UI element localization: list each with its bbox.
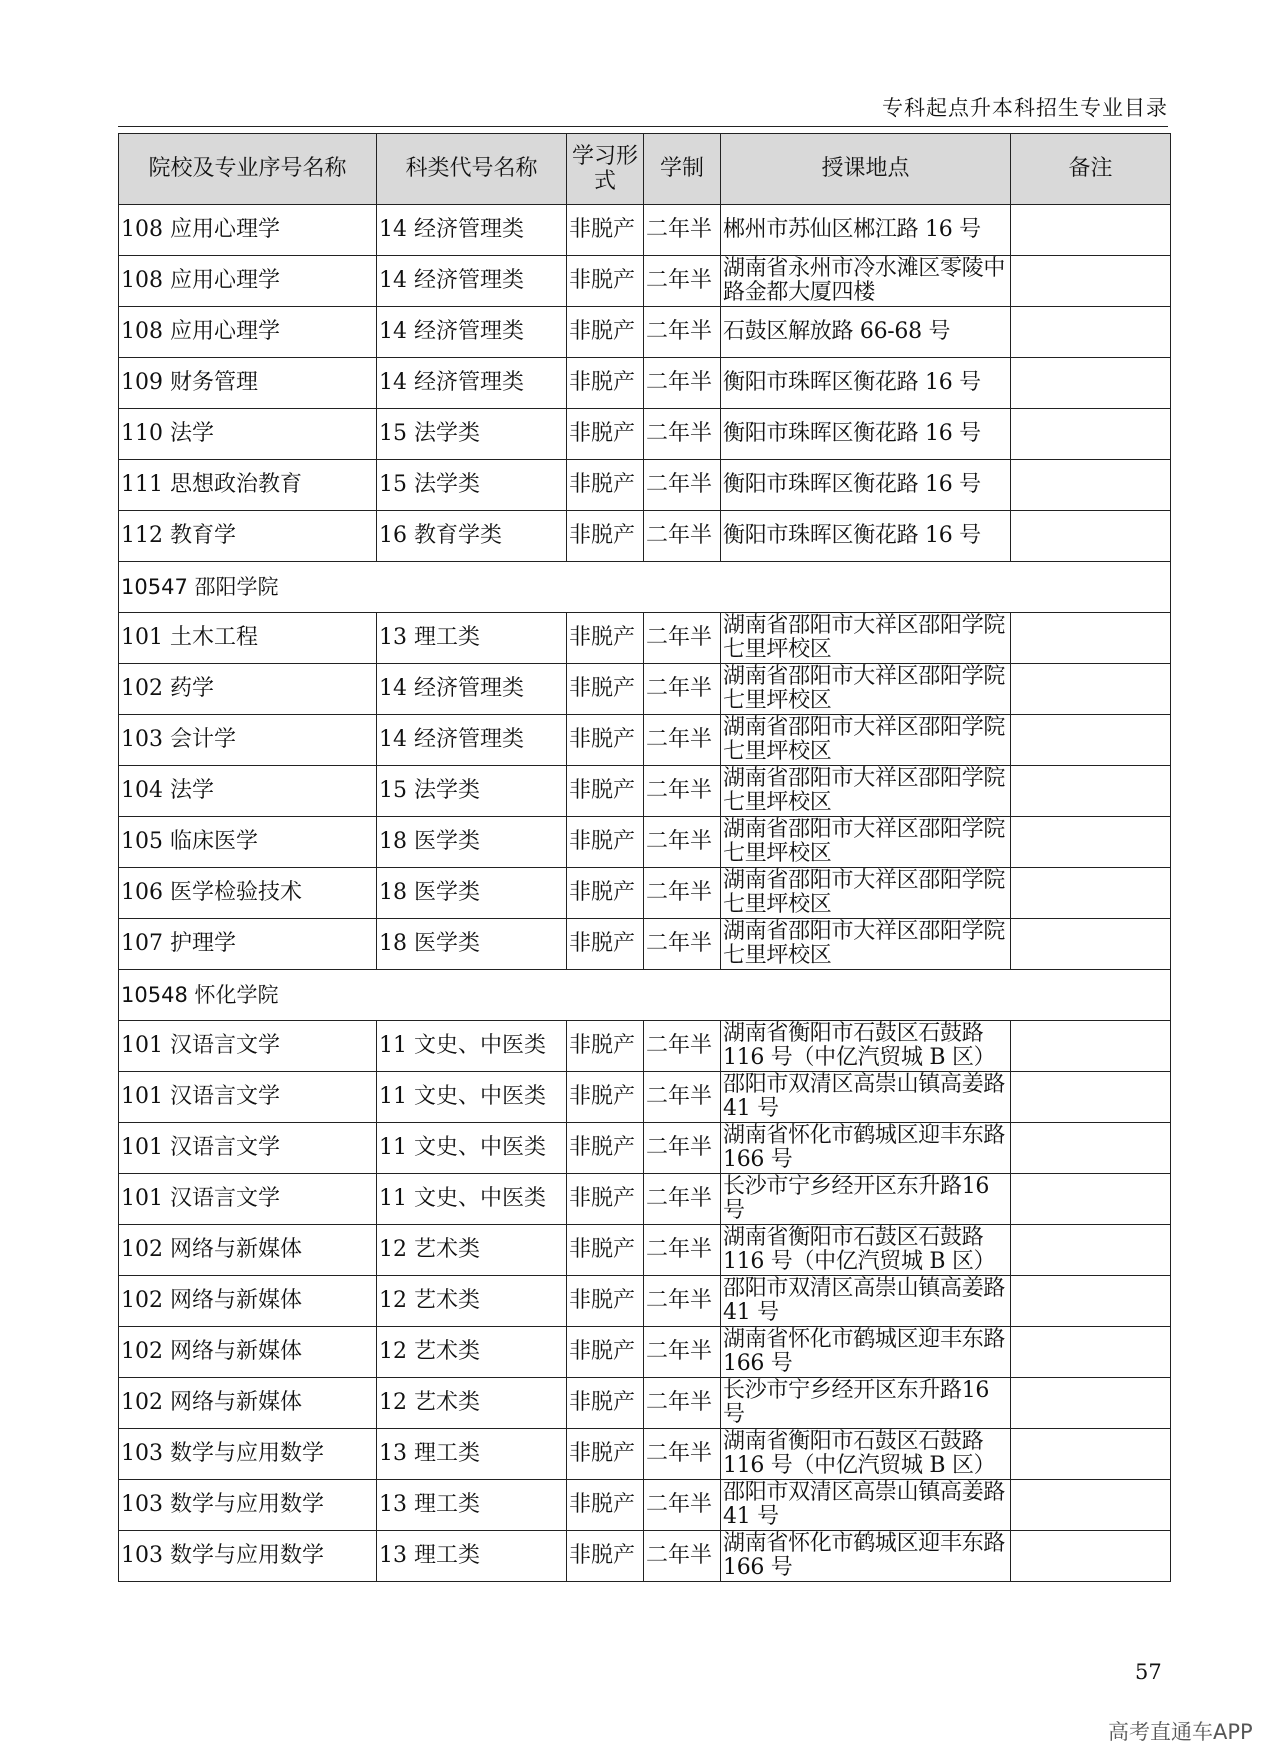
- cell-study-form: 非脱产: [567, 868, 644, 919]
- cell-location: 湖南省邵阳市大祥区邵阳学院七里坪校区: [721, 715, 1011, 766]
- cell-study-form: 非脱产: [567, 1327, 644, 1378]
- table-row: [119, 1327, 1171, 1378]
- cell-major: 102 网络与新媒体: [119, 1225, 377, 1276]
- cell-category: 14 经济管理类: [377, 307, 567, 358]
- cell-major: 106 医学检验技术: [119, 868, 377, 919]
- cell-location: 衡阳市珠晖区衡花路 16 号: [721, 409, 1011, 460]
- cell-study-form: 非脱产: [567, 1123, 644, 1174]
- table-row: [119, 1531, 1171, 1582]
- cell-location: 湖南省邵阳市大祥区邵阳学院七里坪校区: [721, 664, 1011, 715]
- cell-note: [1011, 1276, 1171, 1327]
- cell-duration: 二年半: [644, 1429, 721, 1480]
- cell-duration: 二年半: [644, 1531, 721, 1582]
- section-title: 10547 邵阳学院: [119, 562, 1171, 613]
- table-row: [119, 358, 1171, 409]
- cell-note: [1011, 664, 1171, 715]
- cell-location: 湖南省邵阳市大祥区邵阳学院七里坪校区: [721, 817, 1011, 868]
- cell-category: 18 医学类: [377, 919, 567, 970]
- cell-major: 101 汉语言文学: [119, 1072, 377, 1123]
- cell-note: [1011, 1429, 1171, 1480]
- watermark: 高考直通车APP: [1108, 1720, 1253, 1744]
- cell-major: 101 汉语言文学: [119, 1021, 377, 1072]
- cell-location: 湖南省衡阳市石鼓区石鼓路 116 号（中亿汽贸城 B 区）: [721, 1225, 1011, 1276]
- cell-duration: 二年半: [644, 358, 721, 409]
- cell-note: [1011, 613, 1171, 664]
- cell-category: 15 法学类: [377, 409, 567, 460]
- cell-major: 103 会计学: [119, 715, 377, 766]
- table-row: [119, 460, 1171, 511]
- cell-location: 湖南省怀化市鹤城区迎丰东路 166 号: [721, 1327, 1011, 1378]
- cell-note: [1011, 1531, 1171, 1582]
- table-row: [119, 817, 1171, 868]
- cell-duration: 二年半: [644, 1072, 721, 1123]
- cell-note: [1011, 1072, 1171, 1123]
- cell-location: 长沙市宁乡经开区东升路16号: [721, 1378, 1011, 1429]
- cell-duration: 二年半: [644, 460, 721, 511]
- cell-category: 11 文史、中医类: [377, 1174, 567, 1225]
- cell-duration: 二年半: [644, 1174, 721, 1225]
- table-row: [119, 1174, 1171, 1225]
- cell-location: 衡阳市珠晖区衡花路 16 号: [721, 460, 1011, 511]
- cell-major: 102 网络与新媒体: [119, 1378, 377, 1429]
- column-header-study-form: 学习形式: [567, 134, 644, 205]
- cell-category: 18 医学类: [377, 817, 567, 868]
- cell-major: 110 法学: [119, 409, 377, 460]
- table-header: [119, 134, 1171, 205]
- table-row: [119, 1123, 1171, 1174]
- cell-category: 13 理工类: [377, 1480, 567, 1531]
- cell-study-form: 非脱产: [567, 307, 644, 358]
- cell-duration: 二年半: [644, 1378, 721, 1429]
- cell-category: 14 经济管理类: [377, 358, 567, 409]
- table-row: [119, 664, 1171, 715]
- cell-note: [1011, 511, 1171, 562]
- table-row: [119, 613, 1171, 664]
- cell-location: 邵阳市双清区高崇山镇高姜路 41 号: [721, 1072, 1011, 1123]
- cell-category: 15 法学类: [377, 460, 567, 511]
- column-header-duration: 学制: [644, 134, 721, 205]
- page-number: 57: [1135, 1660, 1162, 1684]
- cell-study-form: 非脱产: [567, 256, 644, 307]
- cell-study-form: 非脱产: [567, 511, 644, 562]
- cell-major: 105 临床医学: [119, 817, 377, 868]
- cell-location: 湖南省邵阳市大祥区邵阳学院七里坪校区: [721, 613, 1011, 664]
- cell-duration: 二年半: [644, 205, 721, 256]
- section-row: [119, 970, 1171, 1021]
- cell-location: 湖南省衡阳市石鼓区石鼓路 116 号（中亿汽贸城 B 区）: [721, 1021, 1011, 1072]
- cell-duration: 二年半: [644, 715, 721, 766]
- cell-note: [1011, 817, 1171, 868]
- cell-major: 109 财务管理: [119, 358, 377, 409]
- cell-note: [1011, 1378, 1171, 1429]
- table-row: [119, 205, 1171, 256]
- cell-study-form: 非脱产: [567, 409, 644, 460]
- cell-note: [1011, 1480, 1171, 1531]
- catalog-table: [118, 133, 1171, 1582]
- cell-major: 111 思想政治教育: [119, 460, 377, 511]
- cell-duration: 二年半: [644, 817, 721, 868]
- cell-study-form: 非脱产: [567, 919, 644, 970]
- column-header-location: 授课地点: [721, 134, 1011, 205]
- cell-study-form: 非脱产: [567, 358, 644, 409]
- cell-study-form: 非脱产: [567, 1021, 644, 1072]
- cell-note: [1011, 256, 1171, 307]
- cell-location: 湖南省邵阳市大祥区邵阳学院七里坪校区: [721, 919, 1011, 970]
- cell-note: [1011, 205, 1171, 256]
- cell-location: 湖南省永州市冷水滩区零陵中路金都大厦四楼: [721, 256, 1011, 307]
- table-row: [119, 307, 1171, 358]
- cell-location: 邵阳市双清区高崇山镇高姜路 41 号: [721, 1276, 1011, 1327]
- table-row: [119, 1225, 1171, 1276]
- cell-category: 13 理工类: [377, 1429, 567, 1480]
- cell-duration: 二年半: [644, 919, 721, 970]
- cell-location: 衡阳市珠晖区衡花路 16 号: [721, 511, 1011, 562]
- table-row: [119, 1378, 1171, 1429]
- cell-note: [1011, 766, 1171, 817]
- cell-category: 14 经济管理类: [377, 664, 567, 715]
- cell-major: 108 应用心理学: [119, 205, 377, 256]
- cell-major: 108 应用心理学: [119, 256, 377, 307]
- cell-note: [1011, 358, 1171, 409]
- table-row: [119, 1021, 1171, 1072]
- column-header-major: 院校及专业序号名称: [119, 134, 377, 205]
- cell-location: 湖南省怀化市鹤城区迎丰东路 166 号: [721, 1123, 1011, 1174]
- cell-duration: 二年半: [644, 868, 721, 919]
- header-row: [119, 134, 1171, 205]
- cell-note: [1011, 868, 1171, 919]
- table-body: [119, 205, 1171, 1582]
- cell-note: [1011, 1327, 1171, 1378]
- cell-major: 101 汉语言文学: [119, 1123, 377, 1174]
- page-header-title: 专科起点升本科招生专业目录: [882, 96, 1168, 120]
- cell-major: 112 教育学: [119, 511, 377, 562]
- cell-study-form: 非脱产: [567, 1378, 644, 1429]
- cell-location: 衡阳市珠晖区衡花路 16 号: [721, 358, 1011, 409]
- cell-category: 14 经济管理类: [377, 256, 567, 307]
- cell-duration: 二年半: [644, 307, 721, 358]
- cell-major: 103 数学与应用数学: [119, 1429, 377, 1480]
- cell-major: 102 网络与新媒体: [119, 1276, 377, 1327]
- cell-category: 11 文史、中医类: [377, 1123, 567, 1174]
- cell-study-form: 非脱产: [567, 1531, 644, 1582]
- table-row: [119, 511, 1171, 562]
- cell-location: 石鼓区解放路 66-68 号: [721, 307, 1011, 358]
- cell-category: 12 艺术类: [377, 1225, 567, 1276]
- cell-location: 湖南省邵阳市大祥区邵阳学院七里坪校区: [721, 766, 1011, 817]
- cell-note: [1011, 715, 1171, 766]
- table-row: [119, 1276, 1171, 1327]
- cell-study-form: 非脱产: [567, 817, 644, 868]
- cell-major: 102 药学: [119, 664, 377, 715]
- cell-study-form: 非脱产: [567, 613, 644, 664]
- cell-location: 湖南省怀化市鹤城区迎丰东路 166 号: [721, 1531, 1011, 1582]
- cell-study-form: 非脱产: [567, 1174, 644, 1225]
- cell-major: 104 法学: [119, 766, 377, 817]
- cell-duration: 二年半: [644, 1123, 721, 1174]
- cell-category: 11 文史、中医类: [377, 1072, 567, 1123]
- cell-note: [1011, 1225, 1171, 1276]
- cell-category: 15 法学类: [377, 766, 567, 817]
- cell-location: 湖南省衡阳市石鼓区石鼓路 116 号（中亿汽贸城 B 区）: [721, 1429, 1011, 1480]
- cell-location: 郴州市苏仙区郴江路 16 号: [721, 205, 1011, 256]
- cell-note: [1011, 1021, 1171, 1072]
- cell-duration: 二年半: [644, 1225, 721, 1276]
- cell-study-form: 非脱产: [567, 1225, 644, 1276]
- cell-study-form: 非脱产: [567, 1429, 644, 1480]
- section-title: 10548 怀化学院: [119, 970, 1171, 1021]
- cell-duration: 二年半: [644, 664, 721, 715]
- cell-major: 101 汉语言文学: [119, 1174, 377, 1225]
- cell-duration: 二年半: [644, 256, 721, 307]
- cell-study-form: 非脱产: [567, 1480, 644, 1531]
- table-row: [119, 1480, 1171, 1531]
- cell-category: 14 经济管理类: [377, 715, 567, 766]
- cell-study-form: 非脱产: [567, 205, 644, 256]
- cell-category: 16 教育学类: [377, 511, 567, 562]
- table-row: [119, 868, 1171, 919]
- table-row: [119, 919, 1171, 970]
- cell-category: 13 理工类: [377, 1531, 567, 1582]
- table-row: [119, 1072, 1171, 1123]
- cell-category: 11 文史、中医类: [377, 1021, 567, 1072]
- cell-study-form: 非脱产: [567, 664, 644, 715]
- cell-study-form: 非脱产: [567, 460, 644, 511]
- cell-major: 101 土木工程: [119, 613, 377, 664]
- cell-location: 湖南省邵阳市大祥区邵阳学院七里坪校区: [721, 868, 1011, 919]
- cell-note: [1011, 1174, 1171, 1225]
- column-header-note: 备注: [1011, 134, 1171, 205]
- table-row: [119, 256, 1171, 307]
- cell-duration: 二年半: [644, 511, 721, 562]
- cell-major: 103 数学与应用数学: [119, 1531, 377, 1582]
- cell-study-form: 非脱产: [567, 715, 644, 766]
- cell-study-form: 非脱产: [567, 766, 644, 817]
- cell-duration: 二年半: [644, 1327, 721, 1378]
- cell-duration: 二年半: [644, 766, 721, 817]
- section-row: [119, 562, 1171, 613]
- table-row: [119, 1429, 1171, 1480]
- cell-location: 长沙市宁乡经开区东升路16号: [721, 1174, 1011, 1225]
- cell-category: 12 艺术类: [377, 1327, 567, 1378]
- cell-category: 18 医学类: [377, 868, 567, 919]
- cell-category: 12 艺术类: [377, 1378, 567, 1429]
- cell-study-form: 非脱产: [567, 1072, 644, 1123]
- cell-major: 108 应用心理学: [119, 307, 377, 358]
- cell-category: 14 经济管理类: [377, 205, 567, 256]
- cell-major: 102 网络与新媒体: [119, 1327, 377, 1378]
- column-header-category: 科类代号名称: [377, 134, 567, 205]
- cell-note: [1011, 1123, 1171, 1174]
- cell-duration: 二年半: [644, 409, 721, 460]
- table-row: [119, 409, 1171, 460]
- cell-category: 12 艺术类: [377, 1276, 567, 1327]
- cell-category: 13 理工类: [377, 613, 567, 664]
- cell-location: 邵阳市双清区高崇山镇高姜路 41 号: [721, 1480, 1011, 1531]
- cell-note: [1011, 460, 1171, 511]
- cell-duration: 二年半: [644, 1276, 721, 1327]
- cell-major: 103 数学与应用数学: [119, 1480, 377, 1531]
- header-rule: [118, 126, 1168, 127]
- cell-duration: 二年半: [644, 613, 721, 664]
- cell-note: [1011, 409, 1171, 460]
- cell-duration: 二年半: [644, 1480, 721, 1531]
- cell-major: 107 护理学: [119, 919, 377, 970]
- table-row: [119, 766, 1171, 817]
- table-row: [119, 715, 1171, 766]
- cell-note: [1011, 307, 1171, 358]
- cell-note: [1011, 919, 1171, 970]
- cell-study-form: 非脱产: [567, 1276, 644, 1327]
- cell-duration: 二年半: [644, 1021, 721, 1072]
